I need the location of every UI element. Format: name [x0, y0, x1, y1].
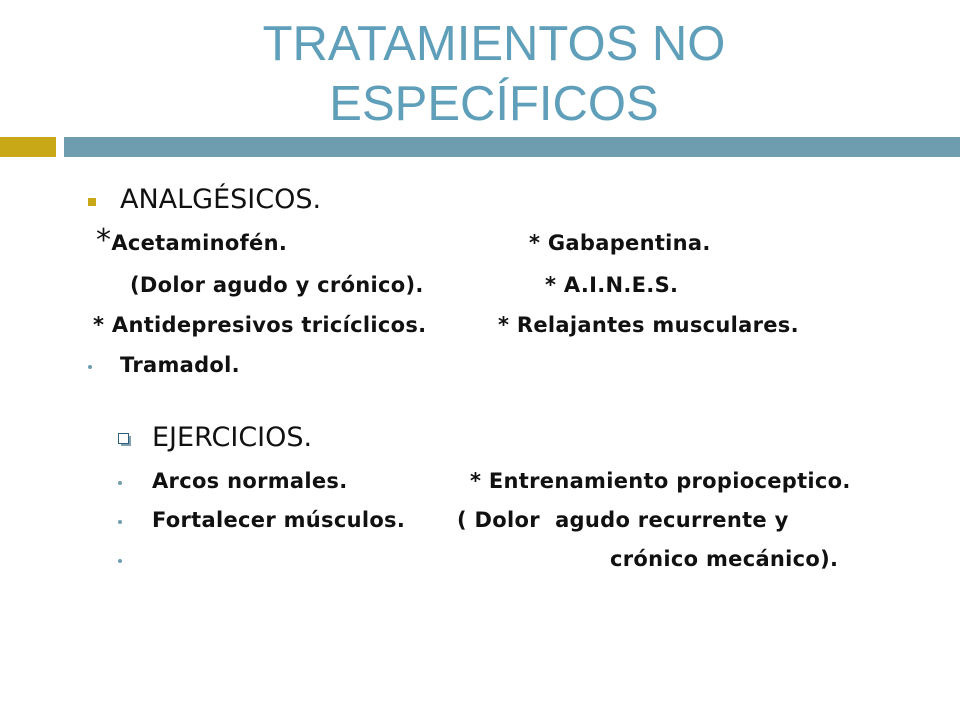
ejercicios-row-2-left: Fortalecer músculos.: [152, 508, 406, 532]
analgesicos-row-1-right: * Gabapentina.: [529, 231, 711, 255]
ejercicios-row-1-right: * Entrenamiento propioceptico.: [470, 469, 851, 493]
hollow-square-bullet-icon: [118, 433, 131, 446]
ejercicios-row-1-left: Arcos normales.: [152, 469, 348, 493]
analgesicos-row-2-right: * A.I.N.E.S.: [545, 273, 679, 297]
slide-title-line-1: TRATAMIENTOS NO: [262, 17, 726, 71]
title-underline-bar: [64, 137, 960, 157]
ejercicios-row-2-right: ( Dolor agudo recurrente y: [457, 508, 789, 532]
acetaminofen-text: Acetaminofén.: [111, 231, 288, 255]
analgesicos-row-3-left: * Antidepresivos tricíclicos.: [93, 313, 427, 337]
dot-bullet-icon: [118, 520, 122, 524]
square-bullet-icon: [88, 198, 96, 206]
ejercicios-row-3-right: crónico mecánico).: [610, 547, 839, 571]
slide-title-line-2: ESPECÍFICOS: [329, 77, 659, 131]
title-accent-bar: [0, 137, 56, 157]
analgesicos-row-3-right: * Relajantes musculares.: [498, 313, 799, 337]
asterisk-mark: *: [96, 223, 112, 258]
ejercicios-heading: EJERCICIOS.: [152, 422, 313, 453]
analgesicos-row-1-left: [96, 223, 288, 258]
dot-bullet-icon: [88, 365, 92, 369]
analgesicos-row-4: Tramadol.: [120, 353, 240, 377]
slide-title: [0, 14, 960, 134]
analgesicos-row-2-left: (Dolor agudo y crónico).: [130, 273, 424, 297]
dot-bullet-icon: [118, 481, 122, 485]
analgesicos-heading: ANALGÉSICOS.: [120, 184, 322, 215]
dot-bullet-icon: [118, 559, 122, 563]
